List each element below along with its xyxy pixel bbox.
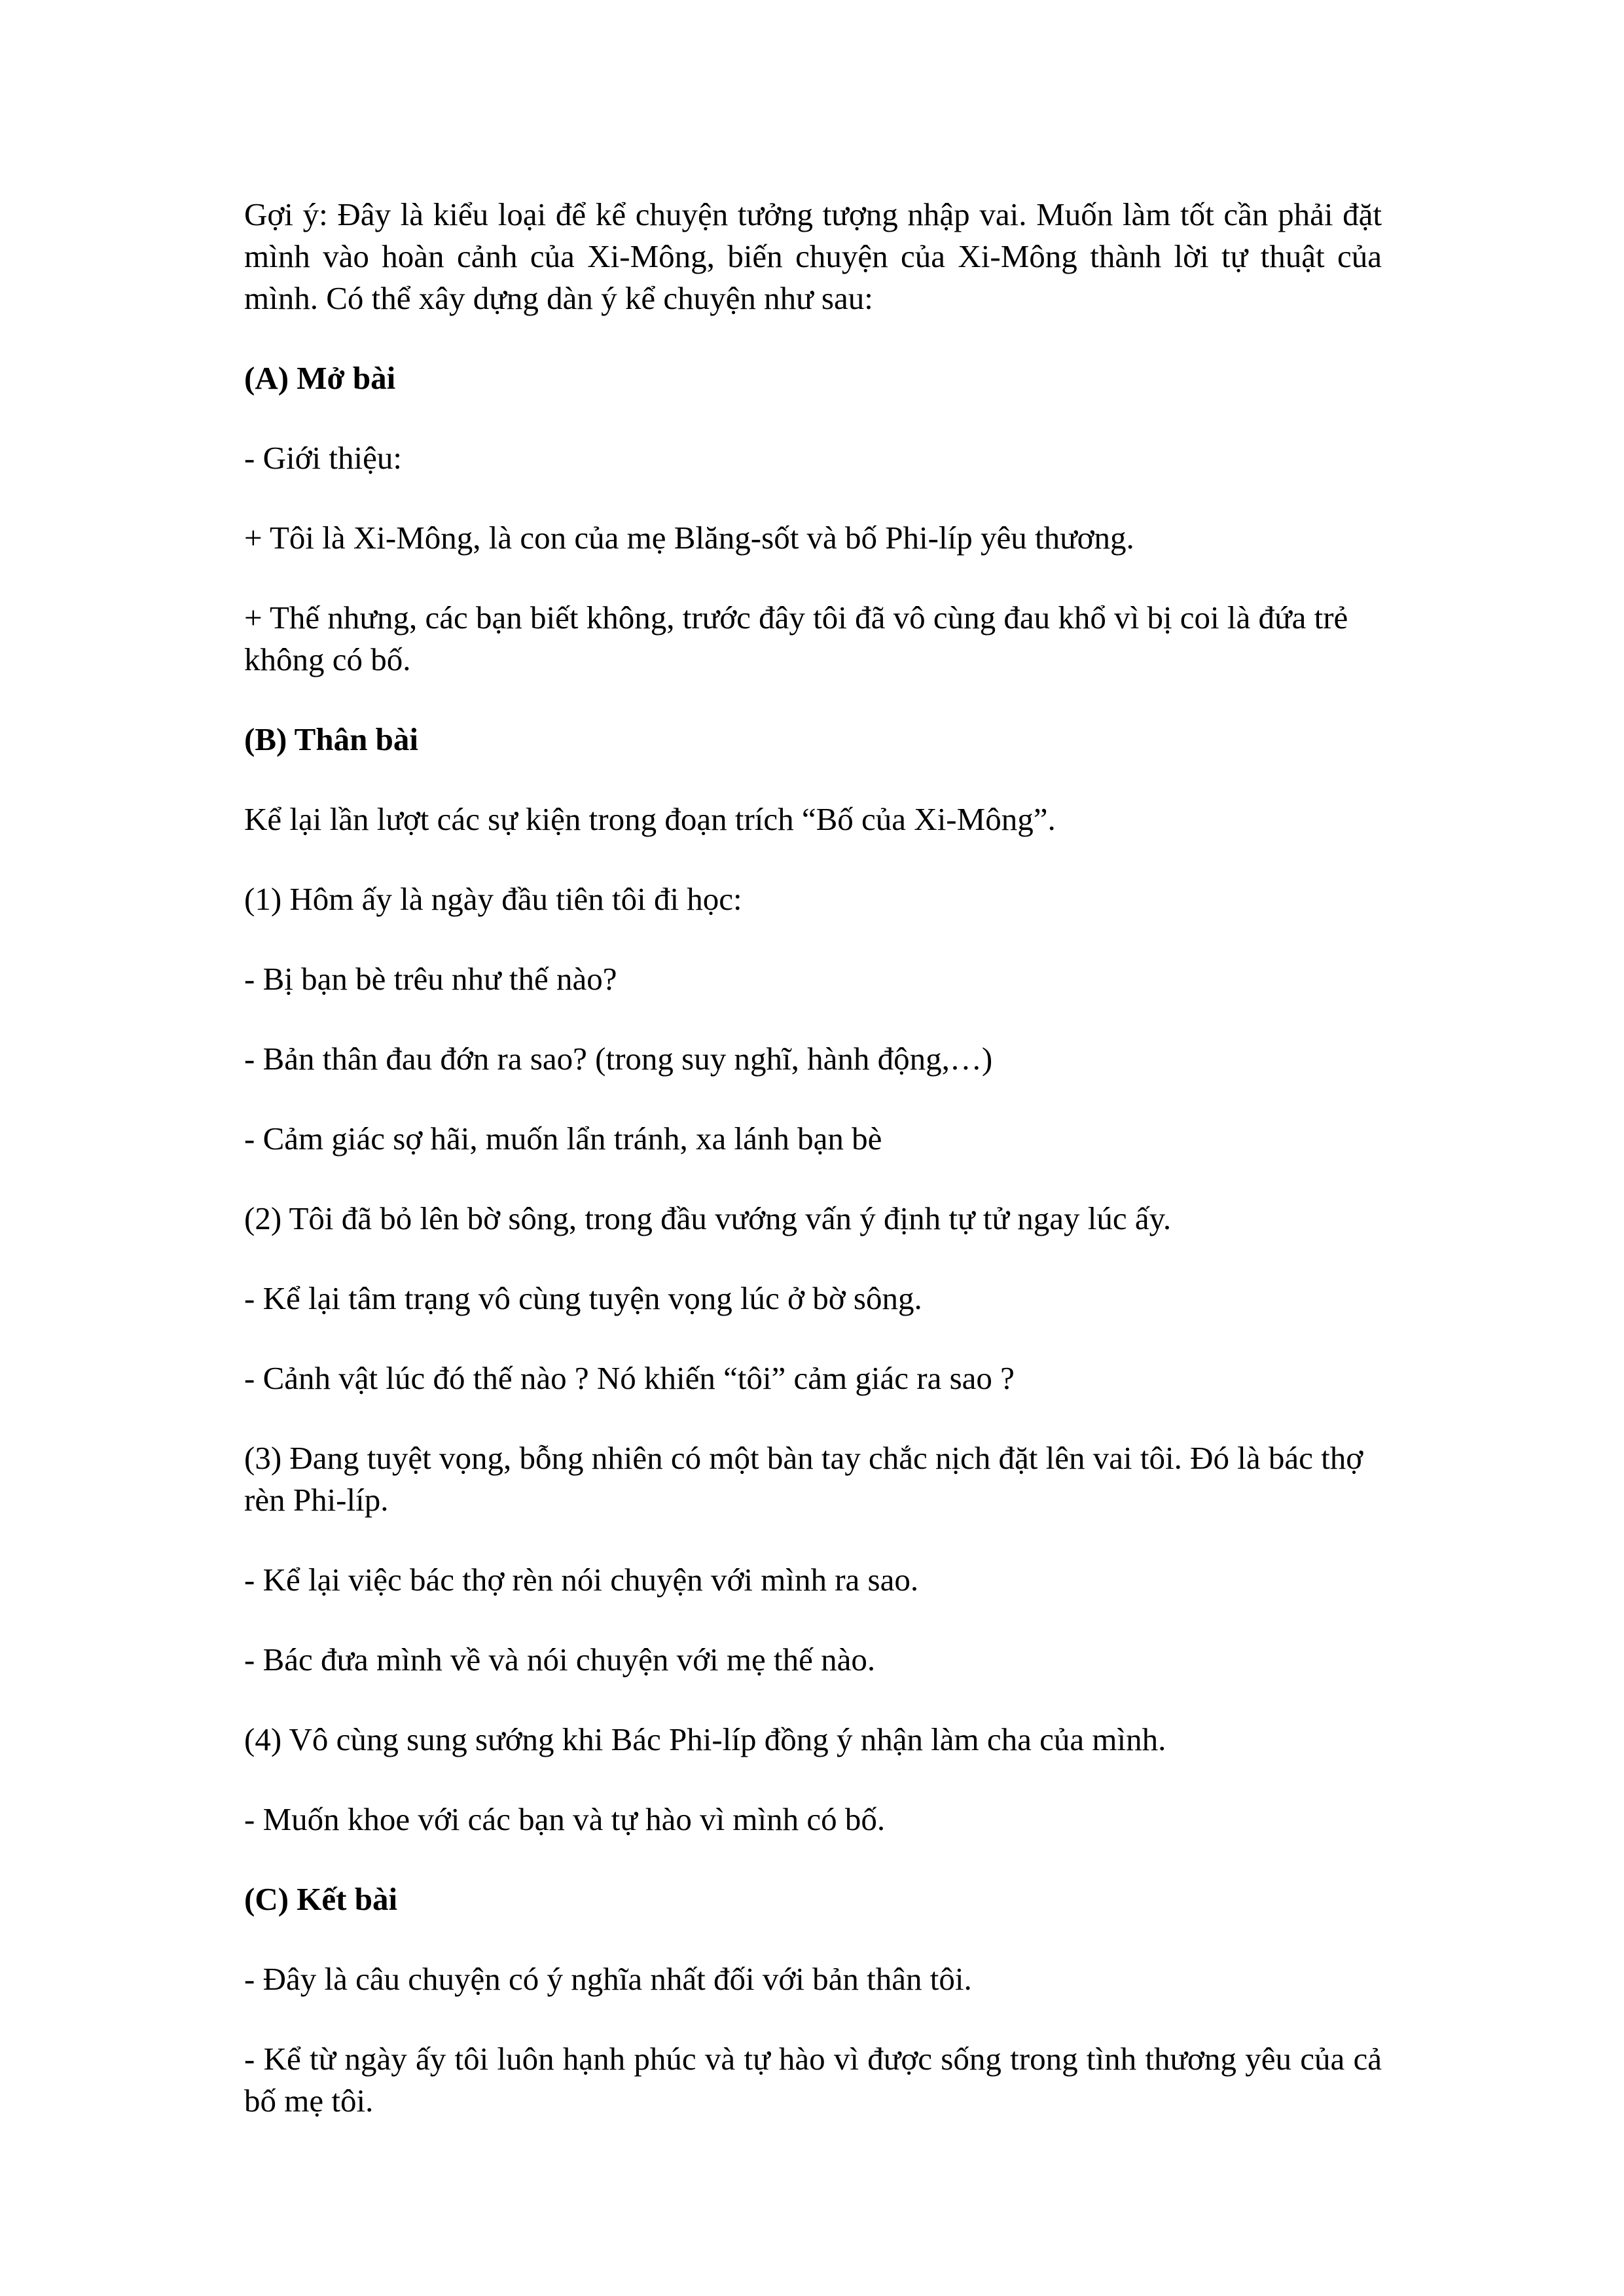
- paragraph: (3) Đang tuyệt vọng, bỗng nhiên có một bàn tay chắc nịch đặt lên vai tôi. Đó là bác thợ rèn Phi-líp.: [244, 1440, 1363, 1518]
- paragraph: (4) Vô cùng sung sướng khi Bác Phi-líp đồng ý nhận làm cha của mình.: [244, 1721, 1166, 1757]
- paragraph: - Kể từ ngày ấy tôi luôn hạnh phúc và tự hào vì được sống trong tình thương yêu của cả bố mẹ tôi.: [244, 2041, 1382, 2119]
- paragraph: - Bác đưa mình về và nói chuyện với mẹ thế nào.: [244, 1641, 876, 1677]
- paragraph: - Đây là câu chuyện có ý nghĩa nhất đối với bản thân tôi.: [244, 1961, 972, 1997]
- paragraph: (2) Tôi đã bỏ lên bờ sông, trong đầu vướng vấn ý định tự tử ngay lúc ấy.: [244, 1200, 1172, 1236]
- paragraph: - Cảm giác sợ hãi, muốn lẩn tránh, xa lánh bạn bè: [244, 1121, 882, 1157]
- section-c-heading: (C) Kết bài: [244, 1881, 398, 1917]
- paragraph: - Kể lại việc bác thợ rèn nói chuyện với mình ra sao.: [244, 1562, 919, 1598]
- paragraph: - Cảnh vật lúc đó thế nào ? Nó khiến “tôi” cảm giác ra sao ?: [244, 1360, 1015, 1396]
- paragraph: - Giới thiệu:: [244, 440, 402, 476]
- paragraph: + Tôi là Xi-Mông, là con của mẹ Blăng-sốt và bố Phi-líp yêu thương.: [244, 520, 1134, 556]
- section-b-heading: (B) Thân bài: [244, 721, 418, 757]
- document-page: [244, 194, 1382, 2160]
- paragraph: - Bị bạn bè trêu như thế nào?: [244, 961, 617, 997]
- section-a-heading: (A) Mở bài: [244, 360, 396, 396]
- paragraph: (1) Hôm ấy là ngày đầu tiên tôi đi học:: [244, 881, 742, 917]
- paragraph: + Thế nhưng, các bạn biết không, trước đây tôi đã vô cùng đau khổ vì bị coi là đứa trẻ không có bố.: [244, 600, 1348, 677]
- paragraph: - Kể lại tâm trạng vô cùng tuyện vọng lúc ở bờ sông.: [244, 1280, 922, 1316]
- intro-paragraph: Gợi ý: Đây là kiểu loại để kể chuyện tưởng tượng nhập vai. Muốn làm tốt cần phải đặt mình vào hoàn cảnh của Xi-Mông, biến chuyện của Xi-Mông thành lời tự thuật của mình. Có thể xây dựng dàn ý kể chuyện như sau:: [244, 196, 1382, 316]
- paragraph: - Bản thân đau đớn ra sao? (trong suy nghĩ, hành động,…): [244, 1041, 993, 1077]
- paragraph: Kể lại lần lượt các sự kiện trong đoạn trích “Bố của Xi-Mông”.: [244, 801, 1056, 837]
- paragraph: - Muốn khoe với các bạn và tự hào vì mình có bố.: [244, 1801, 886, 1837]
